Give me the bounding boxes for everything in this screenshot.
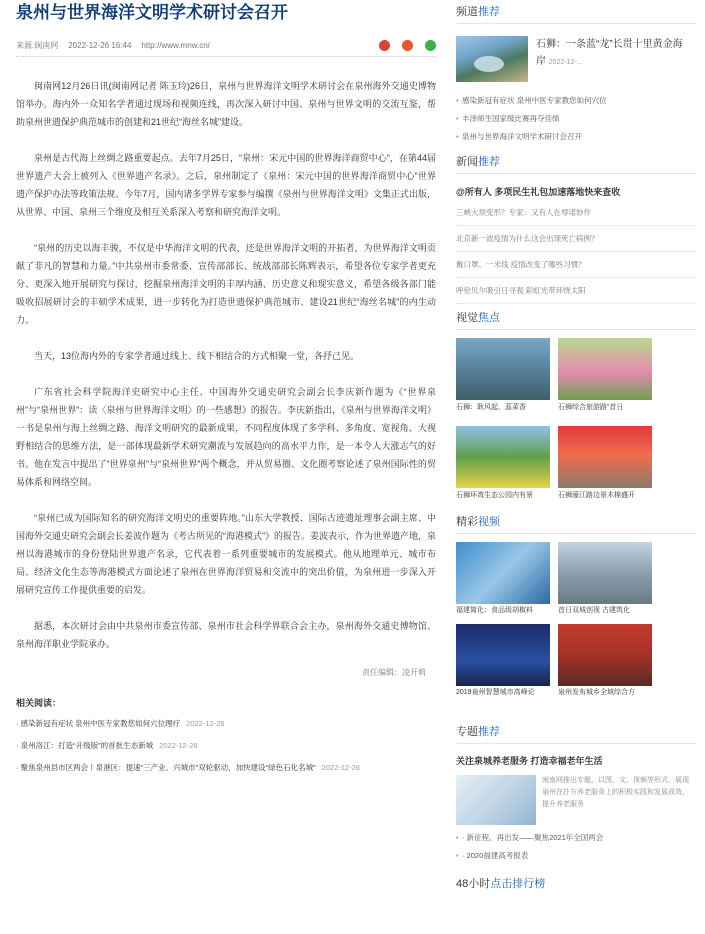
video-card[interactable]: 泉州发布城乡全域综合方: [558, 624, 652, 700]
publish-date: 2022-12-26 16:44: [68, 41, 132, 50]
list-item[interactable]: 北京新一波疫情为什么这会出现死亡病例？: [456, 226, 696, 252]
comment-icon[interactable]: [379, 40, 390, 51]
list-item[interactable]: • · 2020福建高考报表: [456, 847, 696, 865]
paragraph: 闽南网12月26日讯(闽南网记者 陈玉玲)26日，泉州与世界海洋文明学术研讨会在泉州海外交通史博物馆举办。海内外一众知名学者通过现场和视频连线，再次深入研讨中国、泉州与世界文明的交流互鉴，帮助泉州世遗保护典范城市的创建和21世纪“海丝名城”建设。: [16, 81, 436, 127]
list-item[interactable]: 戴口罩、一米线 疫情改变了哪些习惯？: [456, 252, 696, 278]
editor-credit: 责任编辑：凌开莉: [362, 668, 426, 677]
wechat-icon[interactable]: [425, 40, 436, 51]
paragraph: 据悉，本次研讨会由中共泉州市委宣传部、泉州市社会科学界联合会主办，泉州海外交通史博物馆、泉州海洋职业学院承办。: [16, 621, 436, 649]
special-image[interactable]: [456, 775, 536, 825]
paragraph: “泉州的历史以海丰骏，不仅是中华海洋文明的代表，还是世界海洋文明的开拓者，为世界海洋文明贡献了非凡的智慧和力量。”中共泉州市委常委、宣传部部长、统战部部长陈辉表示，希望各位专家学者更充分、更深入地开展研究与探讨，挖掘泉州海洋文明的丰厚内涵、历史意义和现实意义，希望各级各部门能吸收招展研讨会的丰硕学术成果，进一步转化为打造世遗保护典范城市、建设21世纪“海丝名城”的内生动力。: [16, 243, 436, 325]
rank-header: 48小时点击排行榜: [456, 878, 546, 890]
special-title[interactable]: 关注泉城养老服务 打造幸福老年生活: [456, 756, 603, 766]
visual-card[interactable]: 石狮综合旅游路“首日: [558, 338, 652, 420]
channel-hero[interactable]: [456, 36, 696, 86]
hero-title[interactable]: 石狮：一条蓝“龙”长贯十里黄金海岸: [536, 39, 683, 67]
source-url[interactable]: http://www.mnw.cn/: [141, 41, 210, 50]
article-title: 泉州与世界海洋文明学术研讨会召开: [16, 3, 288, 22]
related-reading: [16, 696, 436, 779]
visual-card[interactable]: 石狮：耿风起，蕊菜香: [456, 338, 550, 420]
list-item[interactable]: 呼伦贝尔吸引日寻观 彩虹光带环绕太阳: [456, 278, 696, 304]
list-item[interactable]: • 丰泽师生国家级比赛再夺佳绩: [456, 110, 696, 128]
article-body: [16, 77, 436, 653]
list-item[interactable]: • · 新征程、再出发——聚焦2021年全国两会: [456, 829, 696, 847]
article-meta: [16, 35, 436, 57]
special-text: 闽南网推出专题，以图、文、视频等形式，展现泉州在扑方养老服务上的积极实践和发展成效，提升养老服务: [542, 777, 689, 808]
related-link[interactable]: · 聚焦泉州县市区两会丨泉港区：提速“三产业、兴城市”双轮驱动，加快建设“绿色石化名城” 2022-12-26: [16, 763, 360, 772]
paragraph: 广东省社会科学院海洋史研究中心主任、中国海外交通史研究会副会长李庆新作题为《“世界泉州”与“泉州世界”：读〈泉州与世界海洋文明〉的一些感想》的报告。李庆新指出，《泉州与世界海洋文明》一书是泉州与海上丝绸之路、海洋文明研究的最新成果，不同程度体现了多学科、多角度、宽视角、大视野相结合的思维方法，是一部体现最新学术研究潮流与发展趋向的高水平力作，是一本令人大涨志气的好书。他在发言中提出了“世界泉州”与“泉州世界”两个概念，并从贸易圈、文化圈考察论述了泉州国际性的贸易体系和网络空间。: [16, 387, 436, 487]
video-card[interactable]: 2019泉州智慧城市高峰论: [456, 624, 550, 700]
paragraph: 当天，13位海内外的专家学者通过线上、线下相结合的方式相聚一堂，各抒己见。: [34, 351, 360, 361]
special-header: 专题推荐: [456, 720, 696, 744]
news-list: [456, 200, 696, 304]
visual-grid: [456, 338, 696, 508]
video-grid: [456, 542, 696, 700]
list-item[interactable]: • 感染新冠有症状 泉州中医专家教您如何穴位: [456, 92, 696, 110]
news-headline[interactable]: @所有人 多项民生礼包加速落地快来查收: [456, 187, 621, 197]
list-item[interactable]: • 泉州与世界海洋文明学术研讨会召开: [456, 128, 696, 146]
visual-card[interactable]: 石狮濠江路边景木棉盛开: [558, 426, 652, 508]
related-link[interactable]: · 感染新冠有症状 泉州中医专家教您如何穴位理疗 2022-12-26: [16, 719, 225, 728]
sidebar: [456, 0, 696, 934]
news-header: 新闻推荐: [456, 150, 696, 174]
video-card[interactable]: 福建简化：食品级胡椒料: [456, 542, 550, 618]
video-header: 精彩视频: [456, 510, 696, 534]
hero-date: 2022-12-...: [548, 59, 583, 66]
channel-header: 频道推荐: [456, 0, 696, 24]
source-label: 来源:闽南网: [16, 41, 59, 50]
paragraph: 泉州是古代海上丝绸之路重要起点。去年7月25日，“泉州：宋元中国的世界海洋商贸中心”，在第44届世界遗产大会上被列入《世界遗产名录》。之后，泉州制定了《泉州：宋元中国的世界海洋商贸中心”世界遗产保护办法等政策法规。今年7月，国内诸多学界专家参与编撰《泉州与世界海洋文明》文集正式出版，从世界、中国、泉州三个维度及相互关系深入考察和研究海洋文明。: [16, 153, 436, 217]
visual-header: 视觉焦点: [456, 306, 696, 330]
video-card[interactable]: 首日双城创视 古建筑化: [558, 542, 652, 618]
special-links: [456, 829, 696, 865]
channel-list: [456, 92, 696, 146]
paragraph: “泉州已成为国际知名的研究海洋文明史的重要阵地。”山东大学教授、国际古迹遗址理事会副主席、中国海外交通史研究会副会长姜波作题为《考古所见的“海港模式”》的报告。姜波表示，作为世界遗产地，泉州以海港城市的身份登陆世界遗产名录，它代表着一系列重要城市的发展模式。他从地理单元、城市布局、经济文化生态等海港模式方面论述了泉州在世界海洋贸易和交流中的突出价值，为泉州进一步深入开展研究宣传工作提供重要的启发。: [16, 513, 436, 595]
related-title: 相关阅读：: [16, 698, 62, 708]
visual-card[interactable]: 石狮环湾生态公园内有景: [456, 426, 550, 508]
list-item[interactable]: 三峡大坝变形？专家：又有人在辱诺妙作: [456, 200, 696, 226]
weibo-icon[interactable]: [402, 40, 413, 51]
article: [16, 0, 436, 934]
hero-image[interactable]: [456, 36, 528, 82]
special-card[interactable]: [456, 775, 696, 825]
related-link[interactable]: · 泉州洛江：打造“升级版”的首批生态新城 2022-12-26: [16, 741, 198, 750]
